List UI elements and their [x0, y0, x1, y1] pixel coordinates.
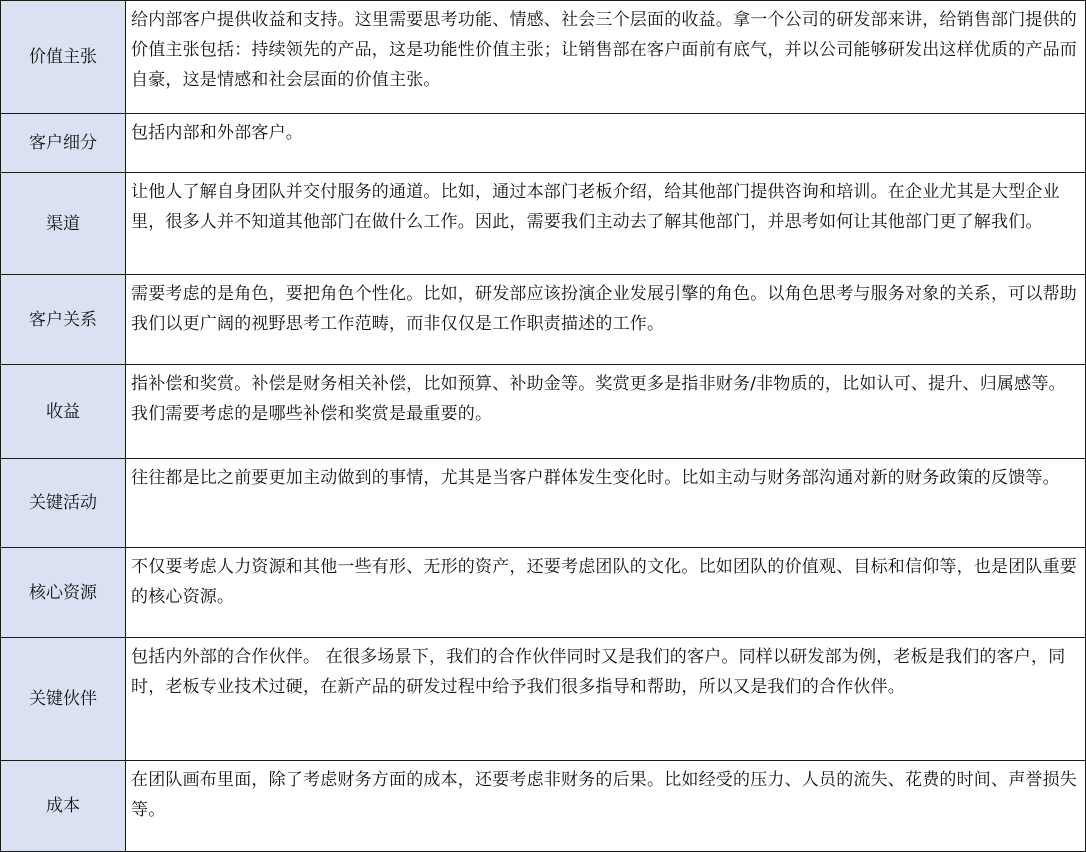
row-content-key-activities: 往往都是比之前要更加主动做到的事情，尤其是当客户群体发生变化时。比如主动与财务部沟通对新的财务政策的反馈等。 — [126, 459, 1086, 548]
table-row — [1, 1, 1086, 114]
row-content-key-partners: 包括内外部的合作伙伴。 在很多场景下，我们的合作伙伴同时又是我们的客户。同样以研发部为例，老板是我们的客户，同时，老板专业技术过硬，在新产品的研发过程中给予我们很多指导和帮助，所以又是我们的合作伙伴。 — [126, 638, 1086, 761]
row-label-key-partners: 关键伙伴 — [1, 638, 126, 761]
row-label-key-resources: 核心资源 — [1, 548, 126, 638]
row-label-value-proposition: 价值主张 — [1, 1, 126, 114]
row-label-revenue: 收益 — [1, 365, 126, 459]
row-label-customer-segments: 客户细分 — [1, 114, 126, 173]
row-label-cost: 成本 — [1, 761, 126, 852]
row-content-revenue: 指补偿和奖赏。补偿是财务相关补偿，比如预算、补助金等。奖赏更多是指非财务/非物质的，比如认可、提升、归属感等。我们需要考虑的是哪些补偿和奖赏是最重要的。 — [126, 365, 1086, 459]
row-label-customer-relationships: 客户关系 — [1, 275, 126, 365]
row-content-customer-relationships: 需要考虑的是角色，要把角色个性化。比如，研发部应该扮演企业发展引擎的角色。以角色思考与服务对象的关系，可以帮助我们以更广阔的视野思考工作范畴，而非仅仅是工作职责描述的工作。 — [126, 275, 1086, 365]
row-content-channels: 让他人了解自身团队并交付服务的通道。比如，通过本部门老板介绍，给其他部门提供咨询和培训。在企业尤其是大型企业里，很多人并不知道其他部门在做什么工作。因此，需要我们主动去了解其他部门，并思考如何让其他部门更了解我们。 — [126, 173, 1086, 275]
row-content-customer-segments: 包括内部和外部客户。 — [126, 114, 1086, 173]
table-row — [1, 365, 1086, 459]
table-row — [1, 459, 1086, 548]
table-row — [1, 761, 1086, 852]
row-label-channels: 渠道 — [1, 173, 126, 275]
row-content-key-resources: 不仅要考虑人力资源和其他一些有形、无形的资产，还要考虑团队的文化。比如团队的价值观、目标和信仰等，也是团队重要的核心资源。 — [126, 548, 1086, 638]
table-row — [1, 173, 1086, 275]
row-content-cost: 在团队画布里面，除了考虑财务方面的成本，还要考虑非财务的后果。比如经受的压力、人员的流失、花费的时间、声誉损失等。 — [126, 761, 1086, 852]
table-row — [1, 548, 1086, 638]
table-row — [1, 275, 1086, 365]
row-label-key-activities: 关键活动 — [1, 459, 126, 548]
row-content-value-proposition: 给内部客户提供收益和支持。这里需要思考功能、情感、社会三个层面的收益。拿一个公司的研发部来讲，给销售部门提供的价值主张包括：持续领先的产品，这是功能性价值主张；让销售部在客户面前有底气，并以公司能够研发出这样优质的产品而自豪，这是情感和社会层面的价值主张。 — [126, 1, 1086, 114]
table-row — [1, 114, 1086, 173]
table-row — [1, 638, 1086, 761]
